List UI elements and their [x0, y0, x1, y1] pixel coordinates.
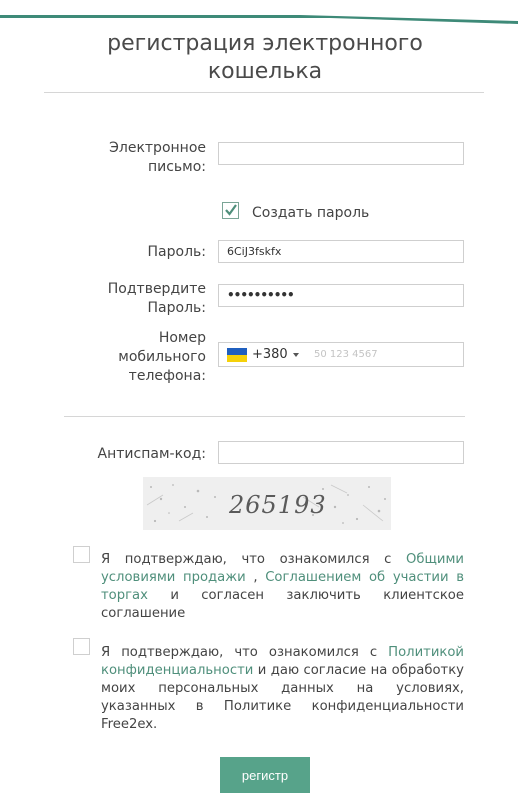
terms-agreement-checkbox[interactable]: [73, 546, 90, 563]
password-field[interactable]: 6CiJ3fskfx: [218, 240, 464, 263]
register-button[interactable]: регистр: [220, 757, 310, 793]
title-divider: [44, 92, 484, 93]
privacy-consent-text: Я подтверждаю, что ознакомился с Политикой конфиденциальности и даю согласие на обработку моих персональных данных на условиях, указанных в Политике конфиденциальности Free2ex.: [101, 645, 464, 732]
privacy-policy-link[interactable]: Политикой конфиденциальности: [101, 645, 464, 678]
antispam-label: Антиспам-код:: [97, 446, 206, 462]
page-title: [40, 30, 490, 86]
general-sale-terms-link[interactable]: Общими условиями продажи: [101, 552, 464, 585]
captcha-image: [143, 477, 391, 530]
page-title-line-1: регистрация электронного: [107, 31, 423, 56]
email-label: Электронное письмо:: [109, 140, 206, 175]
chevron-down-icon[interactable]: [293, 353, 299, 357]
country-code[interactable]: +380: [252, 347, 288, 362]
section-divider: [64, 416, 465, 417]
email-field[interactable]: [218, 142, 464, 165]
create-password-checkbox[interactable]: [222, 202, 239, 219]
phone-input[interactable]: [218, 342, 464, 367]
confirm-password-label: Подтвердите Пароль:: [107, 281, 206, 316]
phone-placeholder[interactable]: 50 123 4567: [314, 349, 378, 360]
password-label: Пароль:: [147, 244, 206, 260]
ukraine-flag-icon[interactable]: [227, 348, 247, 362]
terms-agreement-text: Я подтверждаю, что ознакомился с Общими условиями продажи , Соглашением об участии в торгах и согласен заключить клиентское соглашение: [101, 552, 464, 621]
top-accent-bar: [0, 12, 518, 24]
create-password-label: Создать пароль: [252, 205, 370, 221]
privacy-consent-checkbox[interactable]: [73, 638, 90, 655]
phone-label: Номер мобильного телефона:: [118, 330, 206, 384]
captcha-text: 265193: [229, 491, 327, 519]
page-title-line-2: кошелька: [207, 59, 323, 84]
confirm-password-field[interactable]: ••••••••••: [218, 284, 464, 307]
antispam-field[interactable]: [218, 441, 464, 464]
checkmark-icon: [224, 203, 238, 217]
trading-agreement-link[interactable]: Соглашением об участии в торгах: [101, 570, 464, 603]
